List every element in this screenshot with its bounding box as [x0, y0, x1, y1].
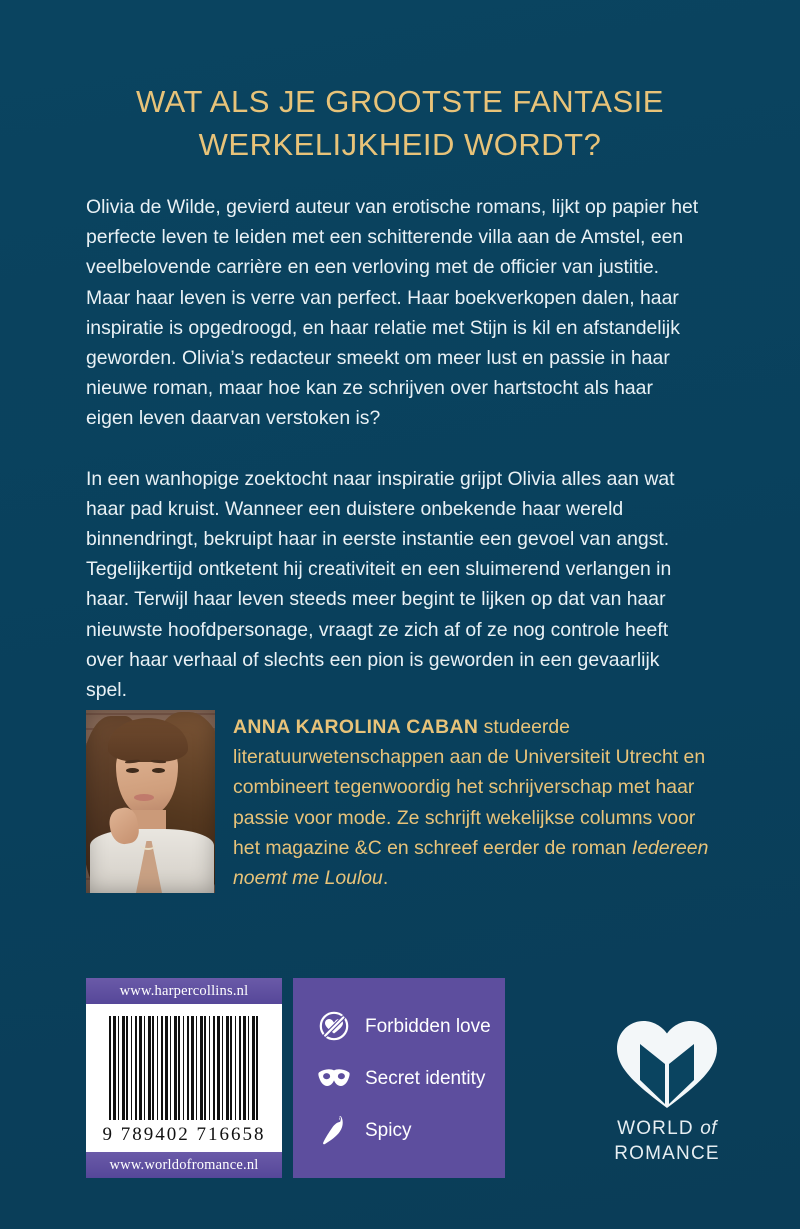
forbidden-heart-icon	[317, 1009, 351, 1043]
logo-of: of	[700, 1118, 717, 1139]
author-block	[86, 710, 714, 893]
heart-book-logo-icon	[615, 1018, 719, 1110]
barcode-body	[86, 1004, 282, 1152]
chili-pepper-icon	[317, 1113, 351, 1147]
photo-vignette	[86, 710, 215, 893]
author-photo	[86, 710, 215, 893]
blurb	[86, 192, 704, 705]
logo-text	[592, 1116, 742, 1166]
trope-tags-card	[293, 978, 505, 1178]
headline-line-1: WAT ALS JE GROOTSTE FANTASIE	[136, 84, 664, 119]
logo-line-1	[592, 1116, 742, 1141]
imprint-url-band[interactable]: www.worldofromance.nl	[86, 1152, 282, 1178]
trope-label: Spicy	[365, 1119, 412, 1141]
logo-line-2: ROMANCE	[614, 1143, 720, 1164]
masquerade-mask-icon	[317, 1061, 351, 1095]
blurb-paragraph-2: In een wanhopige zoektocht naar inspiratie grijpt Olivia alles aan wat haar pad kruist. Wanneer een duistere onbekende haar wereld binnendringt, bekruipt haar in eerste instantie een gevoel van angst. Tegelijkertijd ontketent hij creativiteit en een sluimerend verlangen in haar. Terwijl haar leven steeds meer begint te lijken op dat van haar nieuwste hoofdpersonage, vraagt ze zich af of ze nog controle heeft over haar verhaal of slechts een pion is geworden in een gevaarlijk spel.	[86, 467, 675, 702]
author-bio-text: studeerde literatuurwetenschappen aan de Universiteit Utrecht en combineert tegenwoordig het schrijverschap met haar passie voor mode. Ze schrijft wekelijkse columns voor het magazine &C en schreef eerder de roman	[233, 716, 706, 859]
trope-label: Forbidden love	[365, 1015, 491, 1037]
trope-row-forbidden-love	[293, 1000, 505, 1052]
headline-line-2: WERKELIJKHEID WORDT?	[198, 127, 602, 162]
author-bio-end: .	[382, 867, 389, 890]
publisher-url-band[interactable]: www.harpercollins.nl	[86, 978, 282, 1004]
trope-label: Secret identity	[365, 1067, 486, 1089]
barcode-card	[86, 978, 282, 1178]
world-of-romance-logo	[592, 1018, 742, 1166]
isbn-digits: 9 789402 716658	[102, 1124, 266, 1145]
author-bio	[233, 710, 714, 893]
logo-world: WORLD	[617, 1118, 694, 1139]
author-name: ANNA KAROLINA CABAN	[233, 716, 479, 738]
headline	[86, 80, 714, 166]
trope-row-secret-identity	[293, 1052, 505, 1104]
trope-row-spicy	[293, 1104, 505, 1156]
barcode-bars	[109, 1016, 259, 1120]
author-previous-book-title: Iedereen noemt me Loulou	[233, 836, 709, 890]
blurb-paragraph-1: Olivia de Wilde, gevierd auteur van erotische romans, lijkt op papier het perfecte leven te leiden met een schitterende villa aan de Amstel, een veelbelovende carrière en een verloving met de officier van justitie. Maar haar leven is verre van perfect. Haar boekverkopen dalen, haar inspiratie is opgedroogd, en haar relatie met Stijn is kil en afstandelijk geworden. Olivia’s redacteur smeekt om meer lust en passie in haar nieuwe roman, maar hoe kan ze schrijven over hartstocht als haar eigen leven daarvan verstoken is?	[86, 196, 699, 430]
